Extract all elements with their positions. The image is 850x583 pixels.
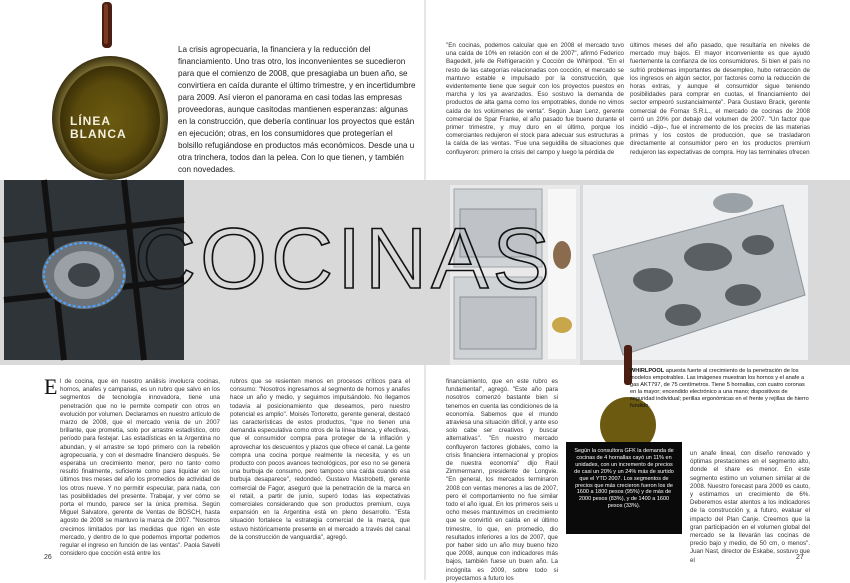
left-column-1-bottom: l de cocina, que en nuestro análisis involucra cocinas, hornos, anafes y campanas, es un rubro que salvo en los segmentos de tecnología innovadora, tiene una penetración que no le permite competir con otros en evolución por volumen. Declaramos en nuestro artículo de marzo de 2008, que el mercado venía de un 2007 brillante, que prometía, solo por arrastre estadístico, otro período para festejar. Las estadísticas en la Argentina no abundan, y el arrastre se topó primero con la rebelión agropecuaria, y con el desmadre financiero después. Se esperaba un crecimiento menor, pero no tanto como resultó finalmente, suficiente como para liquidar en los últimos tres meses del año los promedios de actividad de los otros nueve. Y no permitir especular, para nada, con las posibilidades del presente. Trabajar, y ver cómo se porta el mundo, parece ser la única premisa. Según Miguel Salvatore, gerente de Ventas de BOSCH, hasta agosto de 2008 se mantuvo la marca de 2007. "Nosotros crecimos limitados por las medidas que rigen en este mercado, y dentro de lo que podemos importar podemos regular el ingreso en función de las ventas". Paola Savelli considero que cocción está entre los: [60, 378, 220, 558]
gas-cooktop-photo: [583, 185, 808, 360]
left-column-2-bottom: rubros que se resienten menos en procesos críticos para el consumo: "Nosotros ingresamos al segmento de hornos y anafes hace un año y medio, y seguimos impulsándolo. No llegamos todavía al posicionamiento que deseamos, pero nuestro potencial es amplio". Moisés Tortoretto, gerente general, destacó las características de estos productos, "que no tienen una demanda especulativa como otros de la línea blanca, y efectivas, que el consumidor compra para proteger de la inflación y aprovechar los descuentos y plazos que ofrece el canal. La gente compra una cocina porque realmente la necesita, y es un producto con pocos avances tecnológicos, por eso no se genera una burbuja de consumo, pero tampoco una caída cuando esa burbuja desaparece", redondeó. Gustavo Mastrobetti, gerente comercial de Fagor, aseguró que la penetración de la marca en el retail, a partir de junio, superó todas las expectativas comerciales considerando que son productos premium, cuya expansión en la Argentina está en pleno desarrollo. "Esta situación fortalece la estrategia comercial de la marca, que estuvo históricamente presente en el mercado a través del canal de la construcción de vanguardia", agregó.: [230, 378, 410, 541]
right-column-2-top: últimos meses del año pasado, que resultaría en niveles de mercado muy bajos. El mayor inconveniente es que ayudó fuertemente la confianza de los consumidores. Si bien el país no sufrió problemas importantes de desempleo, hubo retracción de los ingresos en algún sector, por factores como la reducción de horas extras, y aunque el consumidor sigue teniendo posibilidades para comprar en cuotas, el financiamiento del sector empeoró sustancialmente". Para Gustavo Brack, gerente comercial de Fornax S.R.L., el mercado de cocinas de 2008 cerró un 20% por debajo del volumen de 2007. "Un factor que incidió –dijo–, fue el incremento de los precios de las materias primas y los costos de producción, que se trasladaron directamente al consumidor pero en los productos premium redujeron las expectativas de compra. Hoy las terminales ofrecen: [630, 42, 810, 156]
pan-label: [70, 115, 160, 141]
frying-pan-illustration: [50, 0, 170, 190]
caption-brand: WHIRLPOOL: [630, 368, 665, 374]
photo-caption: [630, 368, 810, 411]
page-number-left: 26: [44, 554, 52, 561]
caption-text: apuesta fuerte al crecimiento de la penetración de los modelos empotrables. Las imágenes muestran los hornos y el anafe a gas AKT797, de 75 centímetros. Tiene 5 hornallas, con cuatro coronas en la mayor; encendido electrónico a una mano; dispositivos de seguridad individual; perillas ergonómicas en el frente y rejillas de hierro fundido.: [630, 368, 809, 410]
pan-label-line1: LÍNEA: [70, 114, 111, 128]
intro-paragraph: La crisis agropecuaria, la financiera y la reducción del financiamiento. Uno tras otro, los inconvenientes se sucedieron para que el comienzo de 2008, que presagiaba un buen año, se convirtiera en caída durante el último trimestre, y en incertidumbre para 2009. Así vieron el panorama en casi todas las empresas proveedoras, aunque casitodas mantienen esperanzas: algunas en la construcción, que debería continuar los proyectos que están en ejecución; otras, en los consumidores que protegerían el bolsillo refugiándose en productos más económicos. Desde una u otra trinchera, todos dan la pelea. Con lo que tienen, y también con novedades.: [178, 45, 416, 174]
right-column-2-bottom: un anafe lineal, con diseño renovado y óptimas prestaciones en el segmento alto, donde el share es menor. En este segmento estimo un volumen similar al de 2008. Nuestro forecast para 2009 es cauto, y estimamos un crecimiento de 6%. Deberemos estar atentos a los indicadores de la construcción y, a futuro, evaluar el impacto del Plan Canje. Creemos que la gran participación en el volumen global del mercado se la llevarán las cocinas de precio bajo y medio, de 50 cm, o menos". Juan Nast, director de Eskabe, sostuvo que el: [690, 450, 810, 564]
section-title: COCINAS: [134, 211, 554, 307]
right-column-1-bottom: financiamiento, que en este rubro es fundamental", agregó. "Este año para nosotros comenzó bastante bien si tenemos en cuenta las condiciones de la economía. Sabemos que el mundo atraviesa una situación difícil, y ante eso solo cabe ser creativos y buscar alternativas". "En nuestro mercado confluyeron factores globales, como la crisis financiera internacional y propios de nuestra economía" dijo Raúl Zimmermann, presidente de Longvie. "En general, los mercados terminaron 2008 con ventas menores a las de 2007, pero el comportamiento no fue similar todo el año igual. En los primeros seis u ocho meses mantuvimos un crecimiento que se convirtió en caída en el último trimestre, lo que, en promedio, dio resultados inferiores a los de 2007, que por haber sido un año muy bueno hizo que 2008, aunque con indicadores más bajos, también fuese un buen año. La incógnita es 2009, sobre todo si proyectamos a futuro los: [446, 378, 558, 582]
right-column-1-top: "En cocinas, podemos calcular que en 2008 el mercado tuvo una caída de 10% en relación con el de 2007", afirmó Federico Bagedelt, jefe de Refrigeración y Cocción de Whirlpool. "En el resto de las categorías relacionadas con cocción, el mercado se mantuvo estable e impulsado por la construcción, que evidentemente tiene que seguir con los proyectos puestos en marcha y los ya avanzados. Eso sostuvo la demanda de productos de alta gama como los empotrables, donde no vimos caída de los volúmenes de venta". Según Juan Lenz, gerente comercial de Spar Franke, el año pasado fue bueno durante el primer trimestre, y muy duro en el último, porque los comerciantes redujeron el stock para adecuar sus estructuras a la caída de las ventas. "Fue una seguidilla de situaciones que confluyeron: primero la crisis del campo y luego la pérdida de: [446, 42, 624, 156]
drop-cap: E: [44, 374, 58, 399]
pan-label-line2: BLANCA: [70, 127, 127, 141]
page-number-right: 27: [796, 554, 804, 561]
gfk-sidebar-box: Según la consultora GFK la demanda de cocinas de 4 hornallas cayó un 11% en unidades, con un incremento de precios de casi un 20% y un 24% más de surtido que el YTD 2007. Los segmentos de precios que más crecieron fueron los de 1600 a 1800 pesos (95%) y de más de 2000 pesos (83%), y de 1400 a 1600 pesos (33%).: [566, 442, 682, 534]
